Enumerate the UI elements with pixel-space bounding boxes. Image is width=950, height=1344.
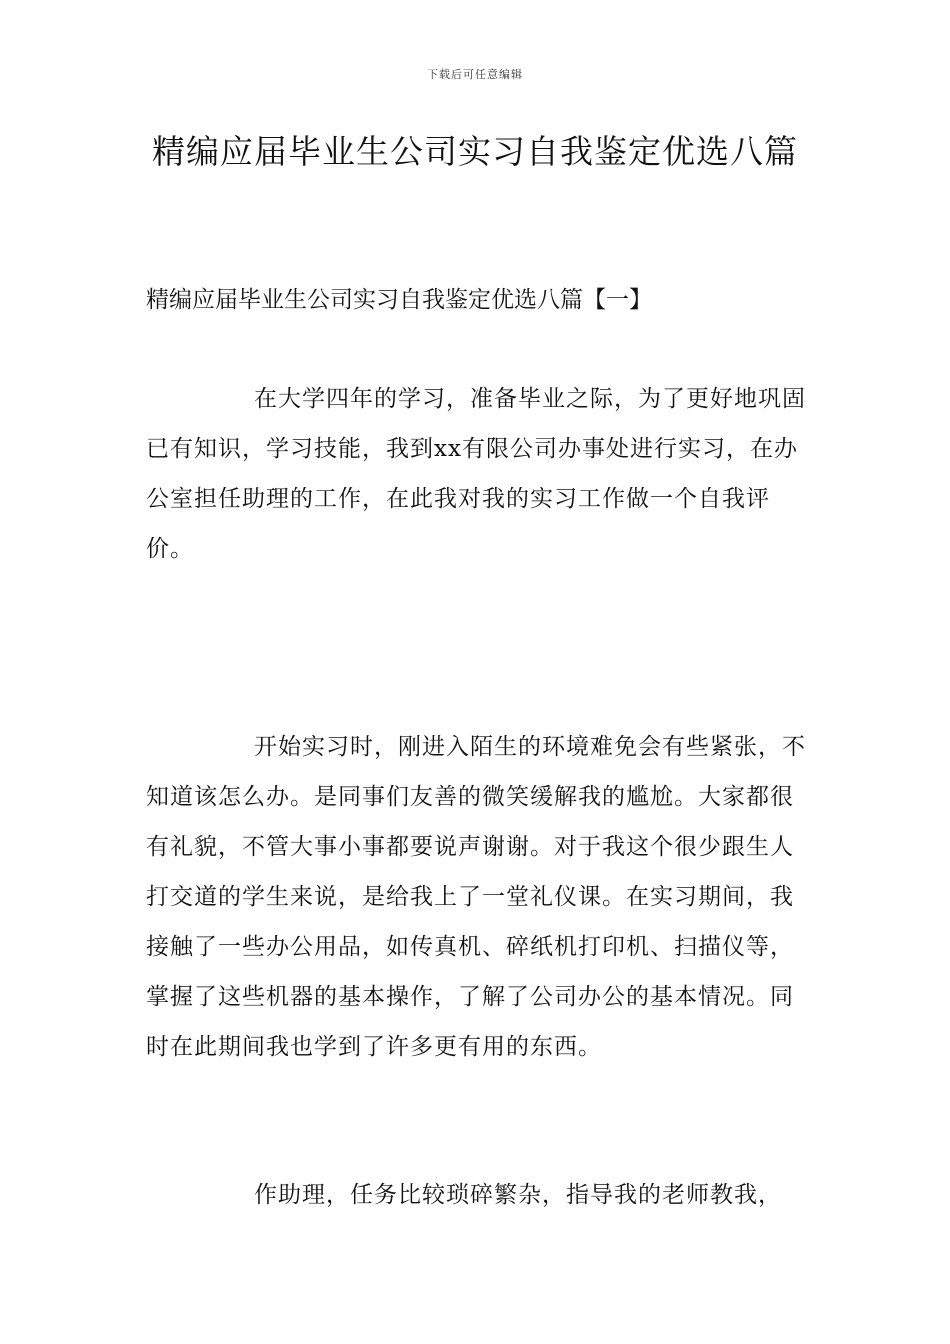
document-title: 精编应届毕业生公司实习自我鉴定优选八篇 <box>152 132 798 171</box>
body-paragraph: 开始实习时，刚进入陌生的环境难免会有些紧张，不知道该怎么办。是同事们友善的微笑缓解我的尴尬。大家都很有礼貌，不管大事小事都要说声谢谢。对于我这个很少跟生人打交道的学生来说，是给我上了一堂礼仪课。在实习期间，我接触了一些办公用品，如传真机、碎纸机打印机、扫描仪等，掌握了这些机器的基本操作，了解了公司办公的基本情况。同时在此期间我也学到了许多更有用的东西。 <box>146 734 806 1060</box>
header-note: 下载后可任意编辑 <box>427 68 523 81</box>
section-heading: 精编应届毕业生公司实习自我鉴定优选八篇【一】 <box>146 287 652 313</box>
body-paragraph: 作助理，任务比较琐碎繁杂，指导我的老师教我， <box>254 1182 782 1208</box>
body-paragraph: 在大学四年的学习，准备毕业之际，为了更好地巩固已有知识，学习技能，我到xx有限公司办事处进行实习，在办公室担任助理的工作，在此我对我的实习工作做一个自我评价。 <box>146 386 806 562</box>
